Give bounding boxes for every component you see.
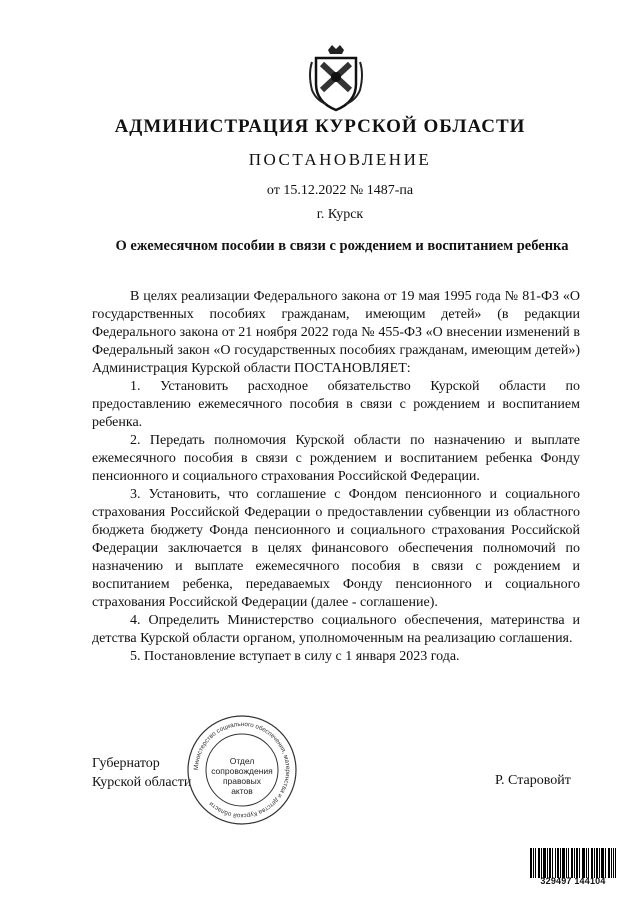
- paragraph-preamble: В целях реализации Федерального закона от 19 мая 1995 года № 81-ФЗ «О государственных пособиях гражданам, имеющим детей» (в редакции Федерального закона от 21 ноября 2022 года № 455-ФЗ «О внесении изменений в Федеральный закон «О государственных пособиях гражданам, имеющим детей») Администрация Курской области ПОСТАНОВЛЯЕТ:: [92, 289, 580, 376]
- stamp-line-1: Отдел: [229, 756, 255, 766]
- paragraph-4: 4. Определить Министерство социального обеспечения, материнства и детства Курской области органом, уполномоченным на реализацию соглашения.: [92, 613, 580, 646]
- stamp-line-4: актов: [231, 786, 253, 796]
- signatory-position-line1: Губернатор: [92, 756, 160, 771]
- paragraph-5: 5. Постановление вступает в силу с 1 января 2023 года.: [130, 649, 460, 664]
- paragraph-3: 3. Установить, что соглашение с Фондом пенсионного и социального страхования Российской Федерации о предоставлении субвенции из областного бюджета бюджету Фонда пенсионного и социального страхования Российской Федерации заключается в целях финансового обеспечения полномочий по назначению и выплате ежемесячного пособия в связи с рождением и воспитанием ребенка, передаваемых Фонду пенсионного и социального страхования Российской Федерации (далее - соглашение).: [92, 487, 580, 610]
- paragraph-1: 1. Установить расходное обязательство Курской области по предоставлению ежемесячного пособия в связи с рождением и воспитанием ребенка.: [92, 379, 580, 430]
- signatory-position-line2: Курской области: [92, 775, 192, 790]
- signatory-name: Р. Старовойт: [495, 773, 571, 788]
- stamp-center-text: [186, 756, 298, 796]
- document-subject: О ежемесячном пособии в связи с рождением и воспитанием ребенка: [115, 238, 569, 254]
- city: г. Курск: [316, 207, 364, 222]
- date-number: от 15.12.2022 № 1487-па: [266, 183, 414, 198]
- coat-of-arms-icon: [306, 44, 366, 112]
- barcode: [530, 848, 616, 878]
- stamp-line-2: сопровождения: [211, 766, 273, 776]
- paragraph-2: 2. Передать полномочия Курской области по назначению и выплате ежемесячного пособия в связи с рождением и воспитанием ребенка Фонду пенсионного и социального страхования Российской Федерации.: [92, 433, 580, 484]
- organization-title: АДМИНИСТРАЦИЯ КУРСКОЙ ОБЛАСТИ: [114, 116, 526, 137]
- stamp-ring-text: Министерство социального обеспечения, материнства и детства Курской области: [192, 720, 292, 820]
- document-type: ПОСТАНОВЛЕНИЕ: [248, 150, 432, 169]
- barcode-number: 329497 144104: [540, 876, 606, 886]
- document-body: [92, 288, 580, 666]
- stamp-line-3: правовых: [222, 776, 262, 786]
